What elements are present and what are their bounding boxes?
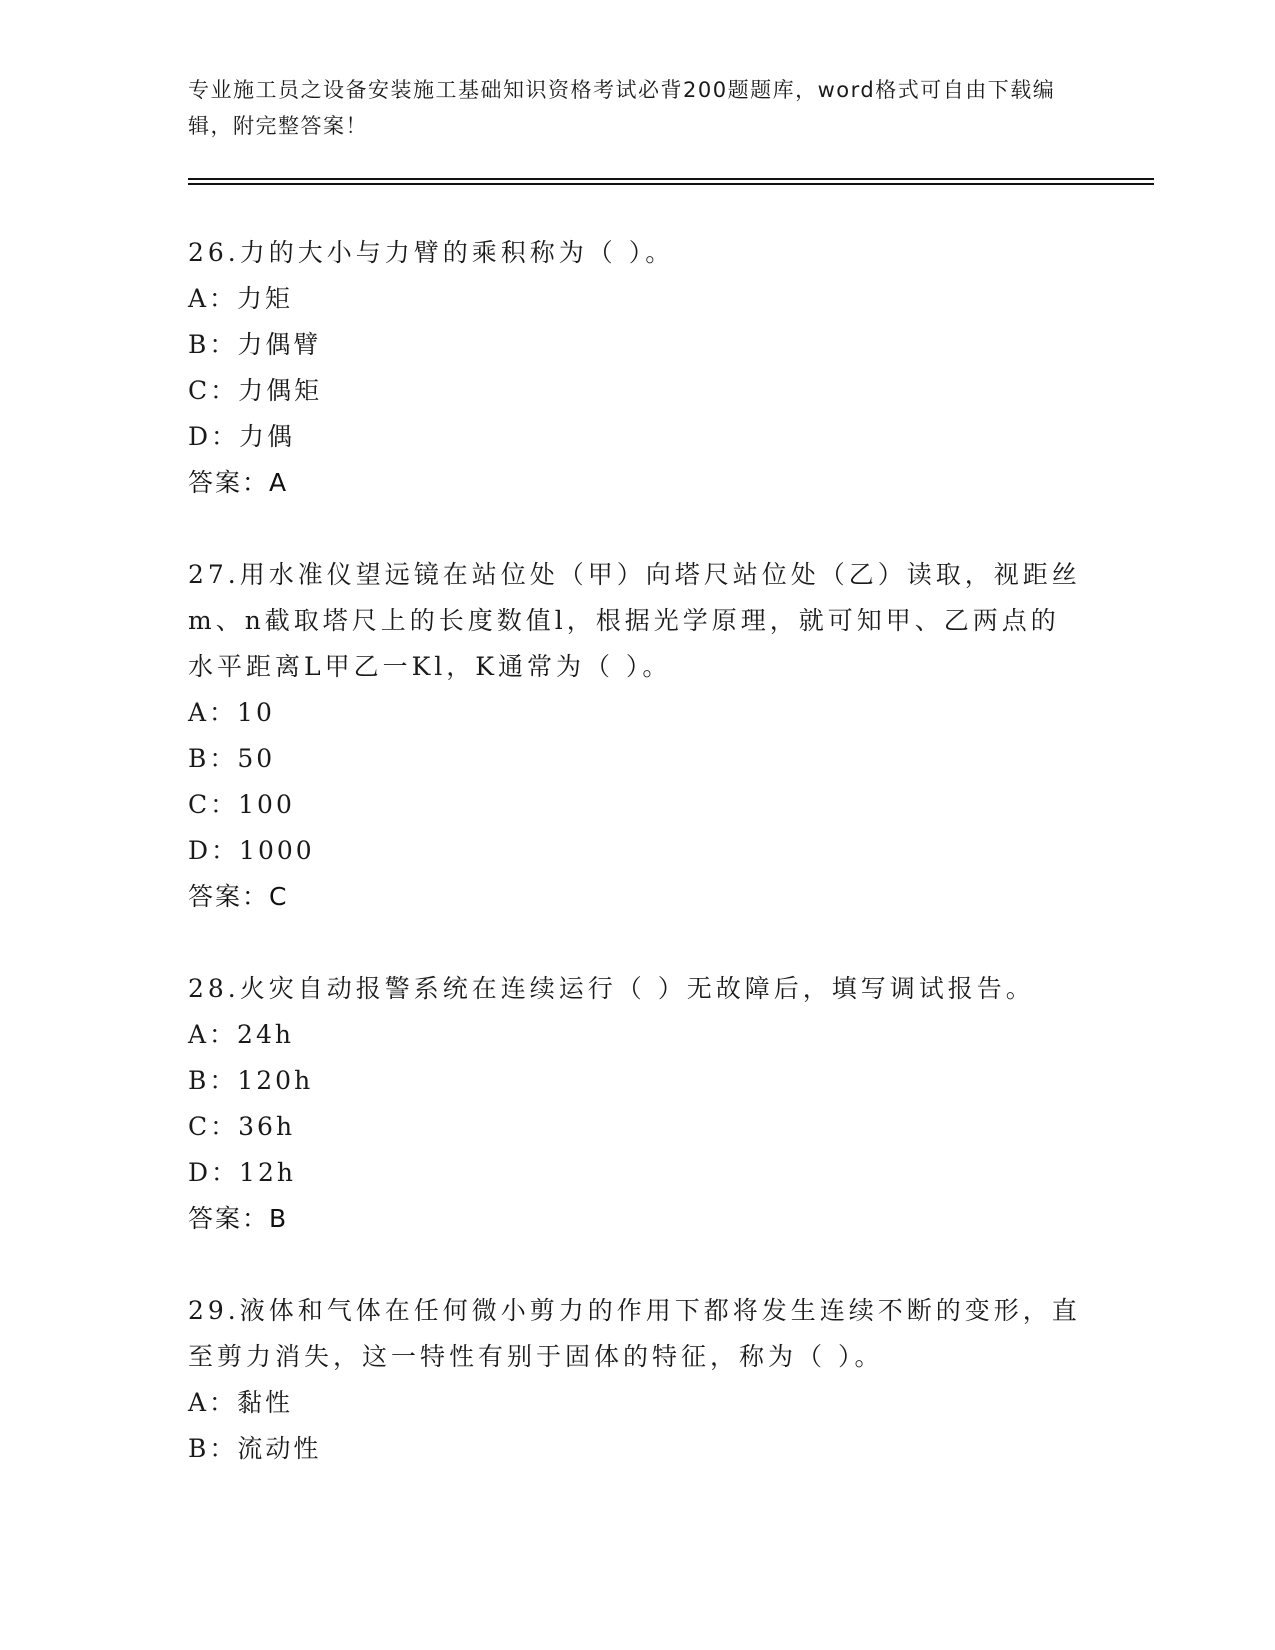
answer-line: 答案：C	[188, 882, 289, 911]
option-b: B：120h	[188, 1066, 314, 1095]
option-a: A：24h	[188, 1020, 294, 1049]
option-c: C：力偶矩	[188, 376, 323, 405]
option-c: C：36h	[188, 1112, 296, 1141]
option-b: B：力偶臂	[188, 330, 322, 359]
option-b: B：流动性	[188, 1434, 322, 1463]
question-stem: 27.用水准仪望远镜在站位处（甲）向塔尺站位处（乙）读取，视距丝m、n截取塔尺上的长度数值l，根据光学原理，就可知甲、乙两点的水平距离L甲乙一Kl，K通常为（ ）。	[188, 560, 1081, 681]
question-29	[188, 1288, 1088, 1472]
option-d: D：12h	[188, 1158, 296, 1187]
option-c: C：100	[188, 790, 295, 819]
option-d: D：1000	[188, 836, 315, 865]
header-rule-bottom	[188, 183, 1154, 185]
question-27	[188, 552, 1088, 920]
question-stem: 29.液体和气体在任何微小剪力的作用下都将发生连续不断的变形，直至剪力消失，这一特性有别于固体的特征，称为（ ）。	[188, 1296, 1081, 1371]
question-26	[188, 230, 1088, 506]
answer-line: 答案：B	[188, 1204, 289, 1233]
document-header: 专业施工员之设备安装施工基础知识资格考试必背200题题库，word格式可自由下载编辑，附完整答案！	[188, 78, 1056, 138]
header-rule-top	[188, 178, 1154, 180]
question-list	[188, 230, 1088, 1518]
question-stem: 26.力的大小与力臂的乘积称为（ ）。	[188, 238, 675, 267]
question-stem: 28.火灾自动报警系统在连续运行（ ）无故障后，填写调试报告。	[188, 974, 1035, 1003]
option-a: A：力矩	[188, 284, 294, 313]
question-28	[188, 966, 1088, 1242]
answer-line: 答案：A	[188, 468, 289, 497]
option-d: D：力偶	[188, 422, 296, 451]
option-a: A：10	[188, 698, 275, 727]
option-a: A：黏性	[188, 1388, 294, 1417]
option-b: B：50	[188, 744, 276, 773]
